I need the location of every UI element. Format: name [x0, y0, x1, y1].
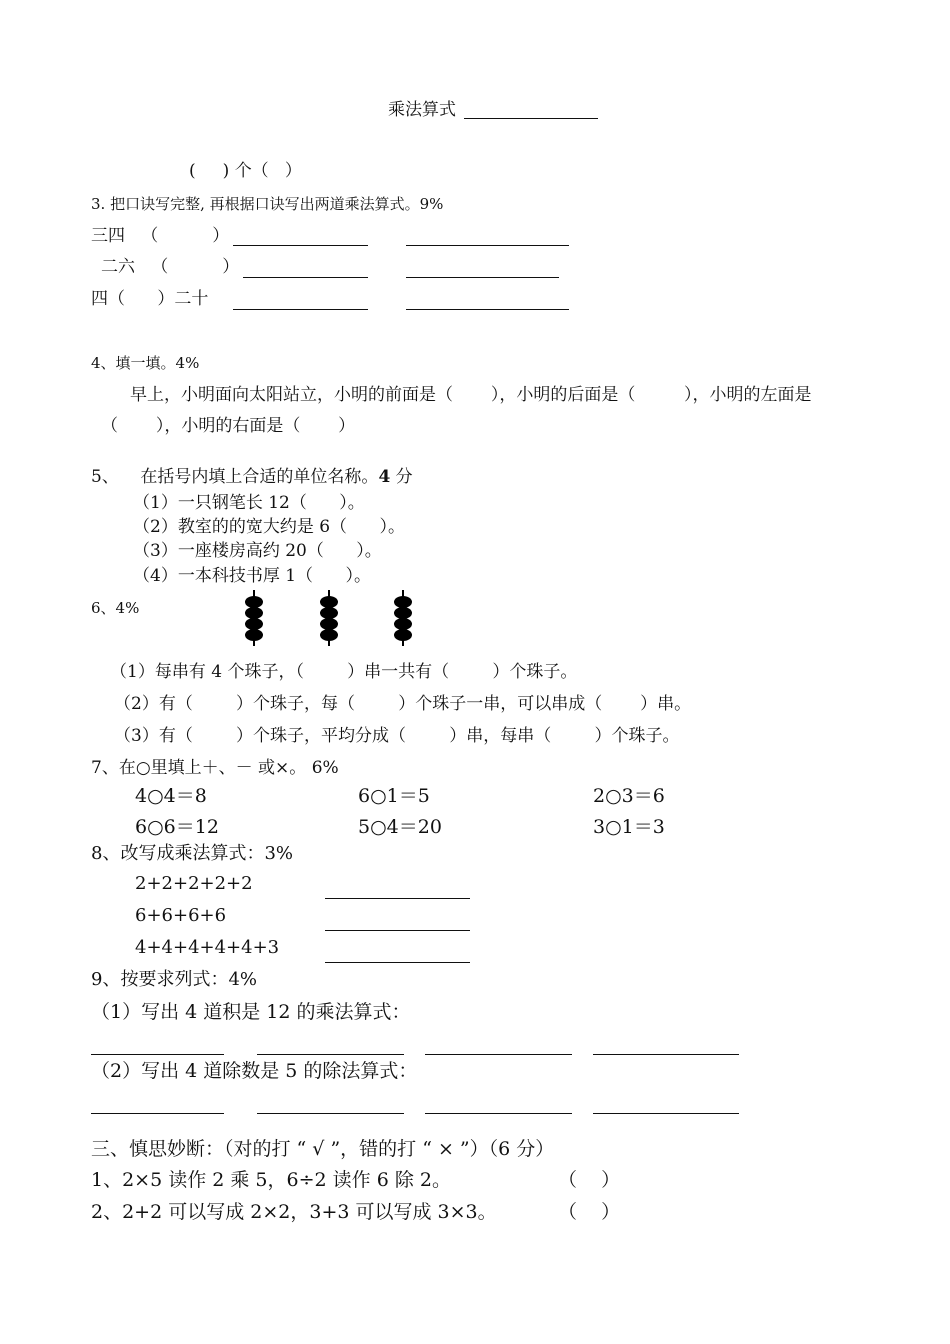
q7-eq: 6○1＝5	[358, 785, 430, 807]
q8-answer-line	[325, 898, 470, 899]
q9-answer-line	[593, 1054, 739, 1055]
q4-title: 4、填一填。4%	[91, 354, 200, 372]
bead-string-3	[394, 590, 412, 646]
q9-answer-line	[91, 1113, 224, 1114]
q7-eq: 3○1＝3	[593, 816, 665, 838]
q9-answer-line	[257, 1054, 404, 1055]
q7-eq: 5○4＝20	[358, 816, 442, 838]
q7-eq: 2○3＝6	[593, 785, 665, 807]
q9-answer-line	[91, 1054, 224, 1055]
q3-line	[406, 309, 569, 310]
q3-row-1: 三四 （ ）	[91, 226, 230, 246]
q8-item-2: 6+6+6+6	[135, 905, 227, 926]
q3-line	[406, 277, 559, 278]
q6-item-2: （2）有（ ）个珠子，每（ ）个珠子一串，可以串成（ ）串。	[114, 694, 692, 714]
q9-answer-line	[425, 1054, 572, 1055]
top-label: 乘法算式	[388, 100, 456, 120]
q4-line-2: （ ），小明的右面是（ ）	[101, 416, 356, 436]
q5-item-4: （4）一本科技书厚 1（ ）。	[133, 566, 371, 586]
q3-row-2: 二六 （ ）	[101, 257, 240, 277]
q3-line	[243, 277, 368, 278]
section3-item-2: 2、2+2 可以写成 2×2，3+3 可以写成 3×3。	[91, 1201, 497, 1223]
q7-eq: 6○6＝12	[135, 816, 219, 838]
q5-item-3: （3）一座楼房高约 20（ ）。	[133, 541, 382, 561]
top-answer-line	[464, 118, 598, 119]
q3-title: 3. 把口诀写完整, 再根据口诀写出两道乘法算式。9%	[91, 195, 444, 213]
q5-title: 5、 在括号内填上合适的单位名称。4 分	[91, 467, 413, 487]
q3-row-3: 四（ ）二十	[91, 289, 209, 309]
q6-item-3: （3）有（ ）个珠子，平均分成（ ）串，每串（ ）个珠子。	[114, 726, 680, 746]
q4-line-1: 早上，小明面向太阳站立，小明的前面是（ ），小明的后面是（ ），小明的左面是	[130, 385, 812, 405]
bead-string-1	[245, 590, 263, 646]
bead-strings-illustration	[230, 588, 430, 648]
q3-line	[406, 245, 569, 246]
section3-item-1: 1、2×5 读作 2 乘 5，6÷2 读作 6 除 2。	[91, 1169, 451, 1191]
top-blanks: ( ) 个（ ）	[189, 161, 302, 181]
q8-title: 8、改写成乘法算式：3%	[91, 843, 294, 864]
q9-part-2: （2）写出 4 道除数是 5 的除法算式：	[91, 1060, 418, 1082]
q3-line	[233, 245, 368, 246]
q9-title: 9、按要求列式：4%	[91, 969, 258, 990]
q8-item-1: 2+2+2+2+2	[135, 873, 253, 894]
q8-answer-line	[325, 962, 470, 963]
q9-answer-line	[593, 1113, 739, 1114]
q5-item-2: （2）教室的的宽大约是 6（ ）。	[133, 517, 405, 537]
section3-answer-2: （ ）	[558, 1201, 621, 1223]
q7-eq: 4○4＝8	[135, 785, 207, 807]
q9-answer-line	[425, 1113, 572, 1114]
q7-title: 7、在○里填上＋、－ 或×。 6%	[91, 758, 339, 778]
q8-item-3: 4+4+4+4+4+3	[135, 937, 280, 958]
q9-part-1: （1）写出 4 道积是 12 的乘法算式：	[91, 1001, 411, 1023]
q8-answer-line	[325, 930, 470, 931]
q6-title: 6、4%	[91, 599, 140, 617]
section3-title: 三、慎思妙断：（对的打 “ √ ”，错的打 “ × ”）（6 分）	[91, 1138, 555, 1160]
section3-answer-1: （ ）	[558, 1169, 621, 1191]
q6-item-1: （1）每串有 4 个珠子，（ ）串一共有（ ）个珠子。	[110, 662, 578, 682]
q5-item-1: （1）一只钢笔长 12（ ）。	[133, 493, 365, 513]
q9-answer-line	[257, 1113, 404, 1114]
bead-string-2	[320, 590, 338, 646]
q3-line	[233, 309, 368, 310]
